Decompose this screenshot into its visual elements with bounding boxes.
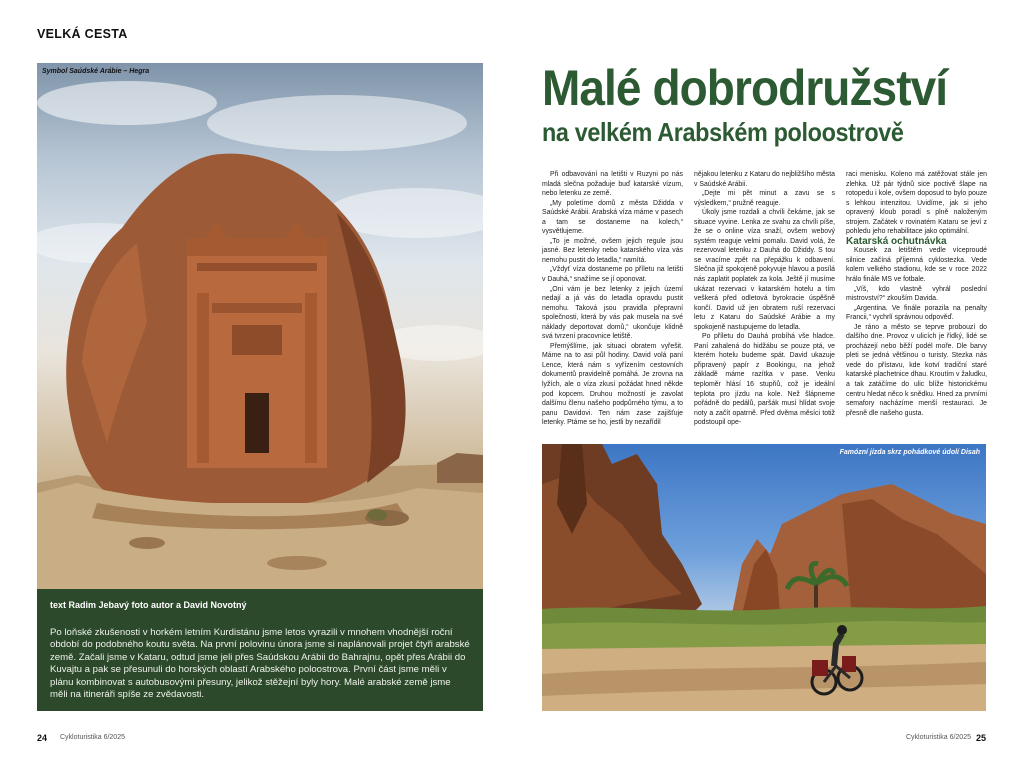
paragraph: Úkoly jsme rozdali a chvíli čekáme, jak se situace vyvine. Lenka ze svahu za chvíli píše, že se o online víza snaží, ovšem webový systém reaguje velmi pomalu. David volá, že rezervoval letenku z Dauhá do Džiddy. S tou se vracíme zpět na přepážku k odbavení. Slečna již spokojeně pokyvuje hlavou a posílá nás zaplatit poplatek za kola. Ještě jí musíme ukázat rezervaci v katarském hotelu a tím veškerá před odletová byrokracie úspěšně končí. David už jen obratem ruší rezervaci letu z Kataru do Saúdské Arábie a my spokojeně nastupujeme do letadla. bbox=[694, 209, 835, 331]
photo-caption-disah: Famózní jízda skrz pohádkové údolí Disah bbox=[839, 449, 980, 456]
photo-disah bbox=[542, 444, 986, 711]
author-credit: text Radim Jebavý foto autor a David Novotný bbox=[50, 600, 247, 610]
text-column-3 bbox=[846, 170, 987, 418]
paragraph: Kousek za letištěm vedle víceproudé silnice začíná příjemná cyklostezka. Vede kolem velkého stadionu, kde se v roce 2022 hrálo finále MS ve fotbale. bbox=[846, 247, 987, 284]
section-subheading: Katarská ochutnávka bbox=[846, 235, 947, 247]
paragraph: „Víš, kdo vlastně vyhrál poslední mistrovství?“ zkouším Davida. bbox=[846, 285, 987, 303]
article-title: Malé dobrodružství bbox=[542, 60, 948, 116]
page-number-right: 25 bbox=[976, 733, 987, 743]
paragraph: Je ráno a město se teprve probouzí do dalšího dne. Provoz v ulicích je řídký, lidé se procházejí nebo běží podél moře. Dle barvy pleti se jedná většinou o turisty. Stezka nás vede do přístavu, kde kotví tradiční staré katarské plachetnice dhau. Kroutím v žaludku, a tak zatáčíme do ulic blíže historickému centru hledat něco k snědku. Hned za prvními semafory nacházíme menší restauraci. Je přesně dle našeho gusta. bbox=[846, 323, 987, 417]
text-column-1 bbox=[542, 170, 683, 428]
section-label: VELKÁ CESTA bbox=[37, 27, 128, 41]
paragraph: nějakou letenku z Kataru do nejbližšího města v Saúdské Arábii. bbox=[694, 171, 835, 188]
paragraph: Při odbavování na letišti v Ruzyni po nás mladá slečna požaduje buď katarské vízum, nebo letenku ze země. bbox=[542, 171, 683, 198]
paragraph: „Oni vám je bez letenky z jejich území nedají a já vás do letadla opravdu pustit nemohu. Taková jsou pravidla přepravní společnosti, která by vás pak musela na své náklady deportovat domů,“ ukončuje klidně svá tvrzení pracovnice letiště. bbox=[542, 285, 683, 341]
paragraph: „My poletíme domů z města Džidda v Saúdské Arábii. Arabská víza máme v pasech a tam se dostaneme na kolech,“ vysvětlujeme. bbox=[542, 199, 683, 236]
paragraph: Po příletu do Dauhá probíhá vše hladce. Paní zahalená do hidžábu se pouze ptá, ve kterém hotelu budeme spát. David ukazuje připravený papír z Bookingu, na jehož základě máme razítka v pase. Venku teploměr hlásí 16 stupňů, což je ideální teplota pro jízdu na kole. Než šlápneme pořádně do pedálů, paršák musí hlídat svoje noty a začít opatrně. Před dvěma měsíci totiž podstoupil ope- bbox=[694, 333, 835, 427]
photo-caption-hegra: Symbol Saúdské Arábie – Hegra bbox=[42, 68, 150, 75]
paragraph: raci menisku. Koleno má zatěžovat stále jen zlehka. Už pár týdnů sice poctivě šlape na rotopedu i kole, ovšem doposud to bylo pouze s lehkou intenzitou. Uvidíme, jak si jeho opravený kloub poradí s plně naloženým strojem. Začátek v rovinatém Kataru se jeví z pohledu jeho rehabilitace jako optimální. bbox=[846, 171, 987, 236]
photo-hegra bbox=[37, 63, 483, 589]
intro-box bbox=[37, 589, 483, 711]
page-number-left: 24 bbox=[37, 733, 48, 743]
paragraph: „Argentina. Ve finále porazila na penalty Francii,“ vychrlí správnou odpověď. bbox=[846, 304, 987, 322]
hegra-illustration bbox=[37, 63, 483, 589]
paragraph: „Vždyť víza dostaneme po příletu na letišti v Dauhá,“ snažíme se jí oponovat. bbox=[542, 266, 683, 284]
magazine-issue-left: Cykloturistika 6/2025 bbox=[60, 734, 125, 741]
paragraph: Přemýšlíme, jak situaci obratem vyřešit. Máme na to asi půl hodiny. David volá paní Lence, která nám s vyřízením cestovních dokumentů pravidelně pomáhá. Je zrovna na lyžích, ale o víza zkusí požádat hned někde pod kopcem. Druhou možností je zavolat dalšímu členu našeho podpůrného týmu, a to panu Davidovi. Ten nám zase zajišťuje letenky. Ptáme se ho, jestli by nezařídil bbox=[542, 342, 683, 427]
intro-text: Po loňské zkušenosti v horkém letním Kurdistánu jsme letos vyrazili v mnohem vhodnější roční období do podobného koutu světa. Na první polovinu února jsme si naplánovali projet čtyři arabské země. Začali jsme v Kataru, odtud jsme jeli přes Saúdskou Arábii do Bahrajnu, opět přes Arábii do Kuvajtu a pak se přesunuli do horských oblastí Arabského poloostrova. První část jsme měli v plánu kombinovat s autobusovými přesuny, jelikož stěžejní byly hory. Malé arabské země jsme měli na itineráři spíše ze zvědavosti. bbox=[50, 627, 470, 701]
paragraph: „Dejte mi pět minut a zavu se s výsledkem,“ pružně reaguje. bbox=[694, 190, 835, 207]
article-subtitle: na velkém Arabském poloostrově bbox=[542, 117, 904, 147]
text-column-2 bbox=[694, 170, 835, 428]
disah-illustration bbox=[542, 444, 986, 711]
magazine-issue-right: Cykloturistika 6/2025 bbox=[906, 734, 971, 741]
paragraph: „To je možné, ovšem jejich regule jsou jasné. Bez letenky nebo katarského víza vás nemohu pustit do letadla,“ namítá. bbox=[542, 237, 683, 264]
